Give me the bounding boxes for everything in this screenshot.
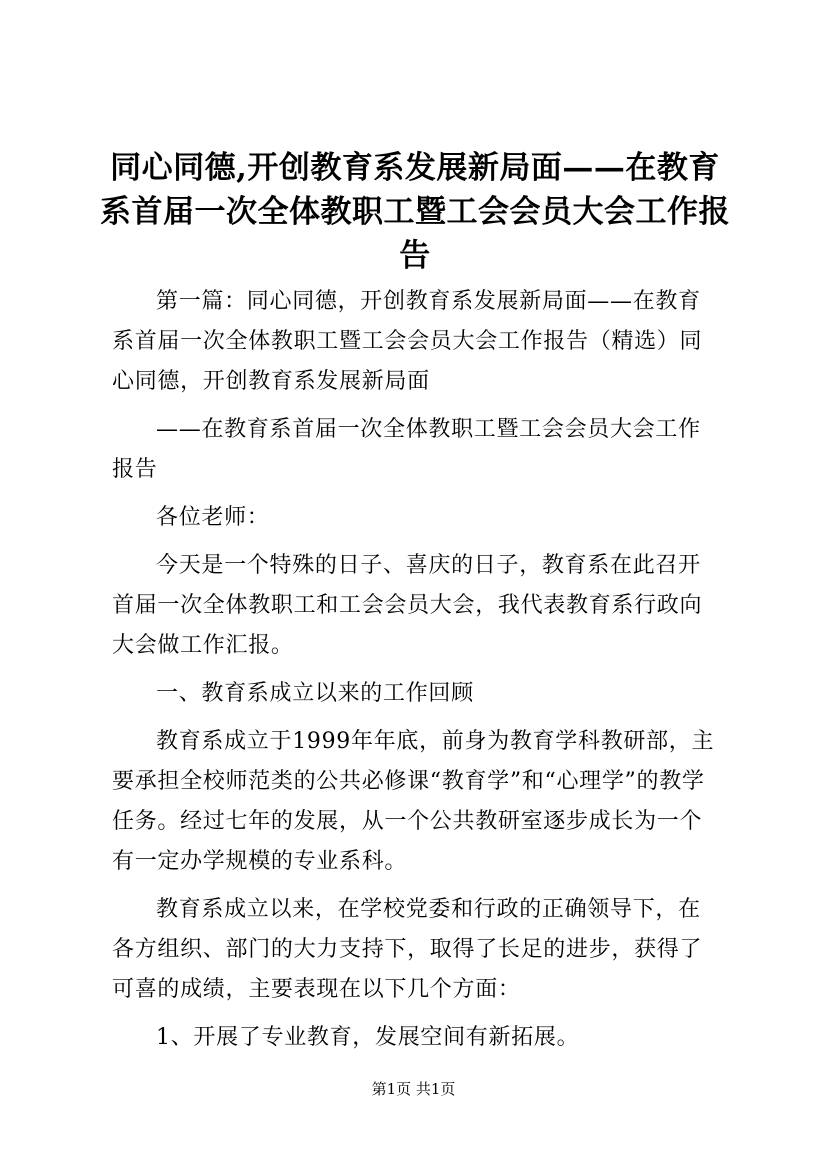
paragraph-greeting: 各位老师： [156,505,270,530]
title-line-3: 告 [399,238,431,274]
paragraph-4: 教育系成立于1999年年底，前身为教育学科教研部，主要承担全校师范类的公共必修课“教育学”和“心理学”的教学任务。经过七年的发展，从一个公共教研室逐步成长为一个有一定办学规模的专业系科。 [112,729,715,874]
page-footer: 第1页 共1页 [371,1080,456,1098]
paragraph-5: 教育系成立以来，在学校党委和行政的正确领导下，在各方组织、部门的大力支持下，取得了长足的进步，获得了可喜的成绩，主要表现在以下几个方面： [112,897,703,1002]
paragraph-6: 1、开展了专业教育，发展空间有新拓展。 [156,1025,580,1050]
paragraph-3: 今天是一个特殊的日子、喜庆的日子，教育系在此召开首届一次全体教职工和工会会员大会，我代表教育系行政向大会做工作汇报。 [112,553,703,658]
paragraph-1: 第一篇：同心同德，开创教育系发展新局面——在教育系首届一次全体教职工暨工会会员大会工作报告（精选）同心同德，开创教育系发展新局面 [112,289,703,394]
paragraph-2: ——在教育系首届一次全体教职工暨工会会员大会工作报告 [112,417,701,482]
document-body [112,282,722,1058]
title-line-2: 系首届一次全体教职工暨工会会员大会工作报 [100,194,730,230]
document-title [100,146,730,278]
title-line-1: 同心同德,开创教育系发展新局面——在教育 [110,150,720,186]
section-heading-1: 一、教育系成立以来的工作回顾 [156,681,474,706]
